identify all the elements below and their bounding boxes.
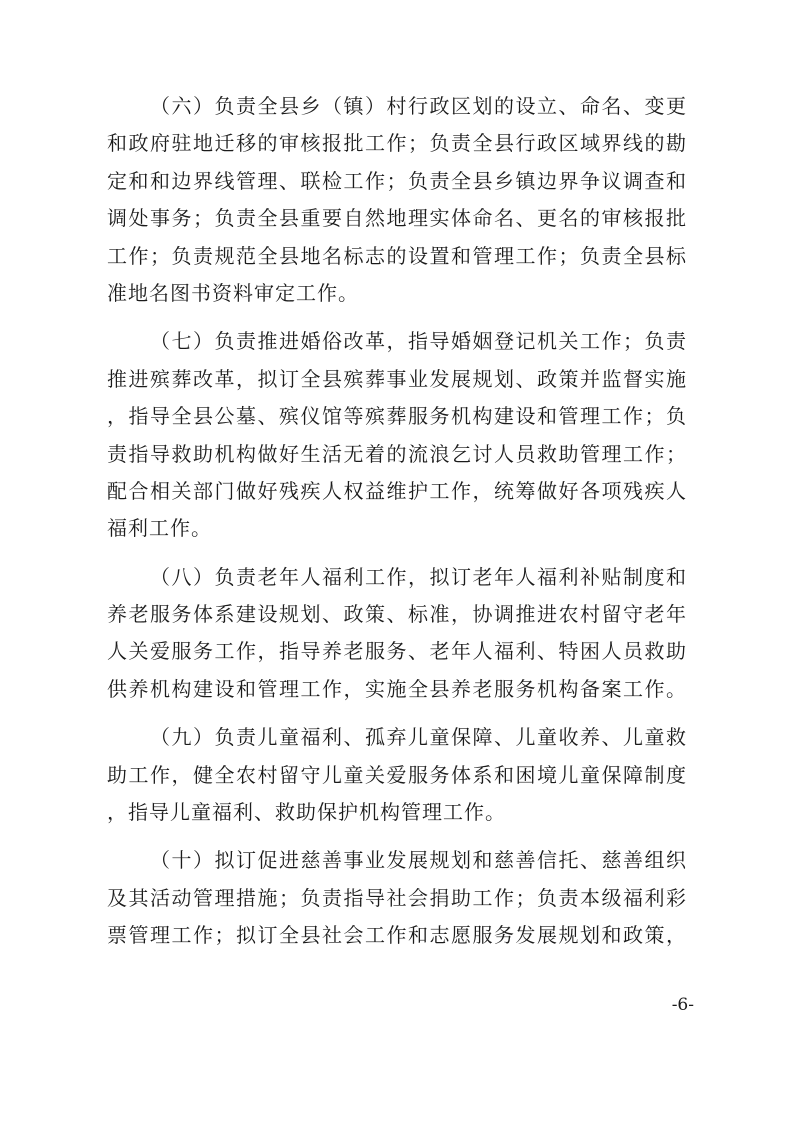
text-line: 及其活动管理措施；负责指导社会捐助工作；负责本级福利彩: [107, 885, 687, 910]
page-number: -6-: [671, 995, 694, 1015]
text-line: 和政府驻地迁移的审核报批工作；负责全县行政区域界线的勘: [107, 131, 687, 156]
text-line: 助工作，健全农村留守儿童关爱服务体系和困境儿童保障制度: [107, 762, 687, 787]
text-line: 人关爱服务工作，指导养老服务、老年人福利、特困人员救助: [107, 639, 687, 664]
text-line: （七）负责推进婚俗改革，指导婚姻登记机关工作；负责: [150, 329, 687, 354]
paragraph-item-8: [107, 559, 687, 709]
text-line: ，指导儿童福利、救助保护机构管理工作。: [107, 800, 506, 825]
text-line: （十）拟订促进慈善事业发展规划和慈善信托、慈善组织: [150, 848, 687, 873]
text-line: 养老服务体系建设规划、政策、标准，协调推进农村留守老年: [107, 602, 687, 627]
text-line: （九）负责儿童福利、孤弃儿童保障、儿童收养、儿童救: [150, 725, 687, 750]
text-line: （六）负责全县乡（镇）村行政区划的设立、命名、变更: [150, 94, 687, 118]
text-line: 责指导救助机构做好生活无着的流浪乞讨人员救助管理工作；: [107, 441, 687, 466]
document-body: [107, 88, 687, 955]
paragraph-item-7: [107, 323, 687, 547]
text-line: 福利工作。: [107, 516, 212, 541]
paragraph-item-6: [107, 88, 687, 312]
text-line: 调处事务；负责全县重要自然地理实体命名、更名的审核报批: [107, 206, 687, 231]
text-line: 定和和边界线管理、联检工作；负责全县乡镇边界争议调查和: [107, 168, 687, 193]
paragraph-item-10: [107, 842, 687, 954]
text-line: 推进殡葬改革，拟订全县殡葬事业发展规划、政策并监督实施: [107, 366, 687, 391]
text-line: 工作；负责规范全县地名标志的设置和管理工作；负责全县标: [107, 243, 687, 268]
text-line: 配合相关部门做好残疾人权益维护工作，统筹做好各项残疾人: [107, 478, 687, 503]
text-line: 票管理工作；拟订全县社会工作和志愿服务发展规划和政策，: [107, 923, 687, 948]
text-line: ，指导全县公墓、殡仪馆等殡葬服务机构建设和管理工作；负: [107, 404, 687, 429]
text-line: 准地名图书资料审定工作。: [107, 280, 359, 305]
paragraph-item-9: [107, 719, 687, 831]
text-line: （八）负责老年人福利工作，拟订老年人福利补贴制度和: [150, 564, 687, 589]
text-line: 供养机构建设和管理工作，实施全县养老服务机构备案工作。: [107, 676, 687, 701]
